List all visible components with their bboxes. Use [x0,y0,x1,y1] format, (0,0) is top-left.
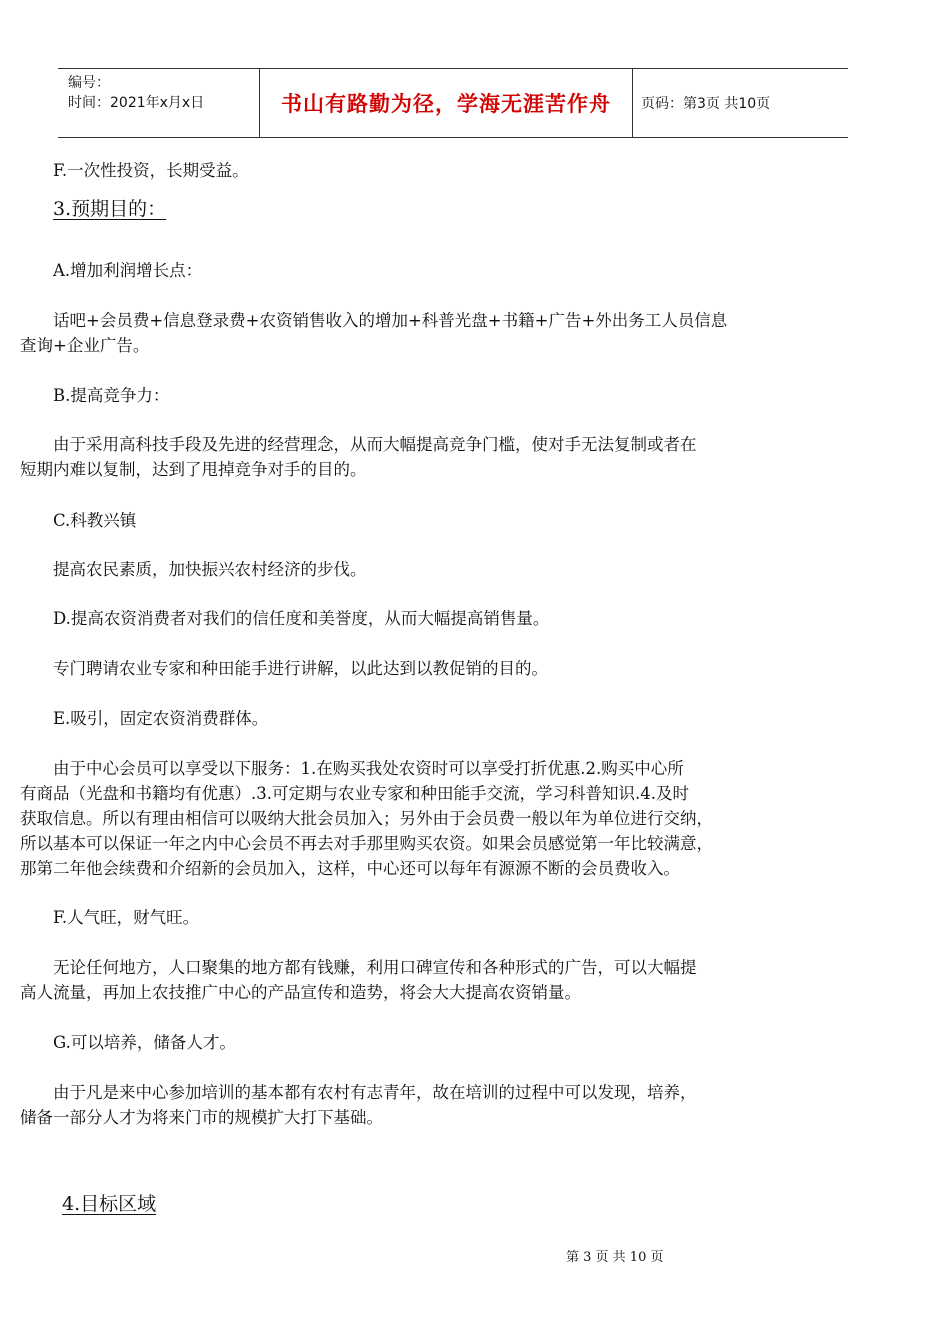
paragraph-line: 有商品（光盘和书籍均有优惠）.3.可定期与农业专家和种田能手交流，学习科普知识.4.及时 [20,784,689,803]
header-meta [58,69,259,137]
subsection-title: C.科教兴镇 [53,511,137,530]
paragraph-line: 由于采用高科技手段及先进的经营理念，从而大幅提高竞争门槛，使对手无法复制或者在 [53,435,697,454]
paragraph-line: F.一次性投资，长期受益。 [53,161,249,180]
doc-number-label: 编号： [68,75,110,91]
paragraph-line: 所以基本可以保证一年之内中心会员不再去对手那里购买农资。如果会员感觉第一年比较满意， [20,834,713,853]
paragraph-line: 储备一部分人才为将来门市的规模扩大打下基础。 [20,1108,383,1127]
subsection-title: F.人气旺，财气旺。 [53,908,200,927]
page-footer: 第 3 页 共 10 页 [566,1250,664,1265]
paragraph-line: 由于中心会员可以享受以下服务：1.在购买我处农资时可以享受打折优惠.2.购买中心所 [53,759,684,778]
paragraph-line: 提高农民素质，加快振兴农村经济的步伐。 [53,560,367,579]
header-motto-cell [259,69,633,137]
header-page-info: 页码：第3页 共10页 [641,96,771,112]
paragraph-line: 由于凡是来中心参加培训的基本都有农村有志青年，故在培训的过程中可以发现，培养， [53,1083,697,1102]
paragraph-line: 获取信息。所以有理由相信可以吸纳大批会员加入；另外由于会员费一般以年为单位进行交纳， [20,809,713,828]
subsection-title: B.提高竞争力： [53,386,170,405]
paragraph-line: 无论任何地方，人口聚集的地方都有钱赚，利用口碑宣传和各种形式的广告，可以大幅提 [53,958,697,977]
section-heading: 3.预期目的： [53,198,167,220]
subsection-title: A.增加利润增长点： [53,261,203,280]
paragraph-line: 短期内难以复制，达到了甩掉竞争对手的目的。 [20,460,367,479]
paragraph-line: 高人流量，再加上农技推广中心的产品宣传和造势，将会大大提高农资销量。 [20,983,581,1002]
paragraph-line: 那第二年他会续费和介绍新的会员加入，这样，中心还可以每年有源源不断的会员费收入。 [20,859,680,878]
subsection-title: D.提高农资消费者对我们的信任度和美誉度，从而大幅提高销售量。 [53,609,550,628]
subsection-title: G.可以培养，储备人才。 [53,1033,236,1052]
subsection-title: E.吸引，固定农资消费群体。 [53,709,269,728]
paragraph-line: 查询+企业广告。 [20,336,150,355]
doc-time-label: 时间：2021年x月x日 [68,95,205,111]
paragraph-line: 话吧+会员费+信息登录费+农资销售收入的增加+科普光盘+书籍+广告+外出务工人员信息 [53,311,728,330]
section-heading: 4.目标区域 [62,1193,157,1215]
paragraph-line: 专门聘请农业专家和种田能手进行讲解，以此达到以教促销的目的。 [53,659,548,678]
page-header [58,68,848,138]
header-motto: 书山有路勤为径，学海无涯苦作舟 [281,92,611,116]
